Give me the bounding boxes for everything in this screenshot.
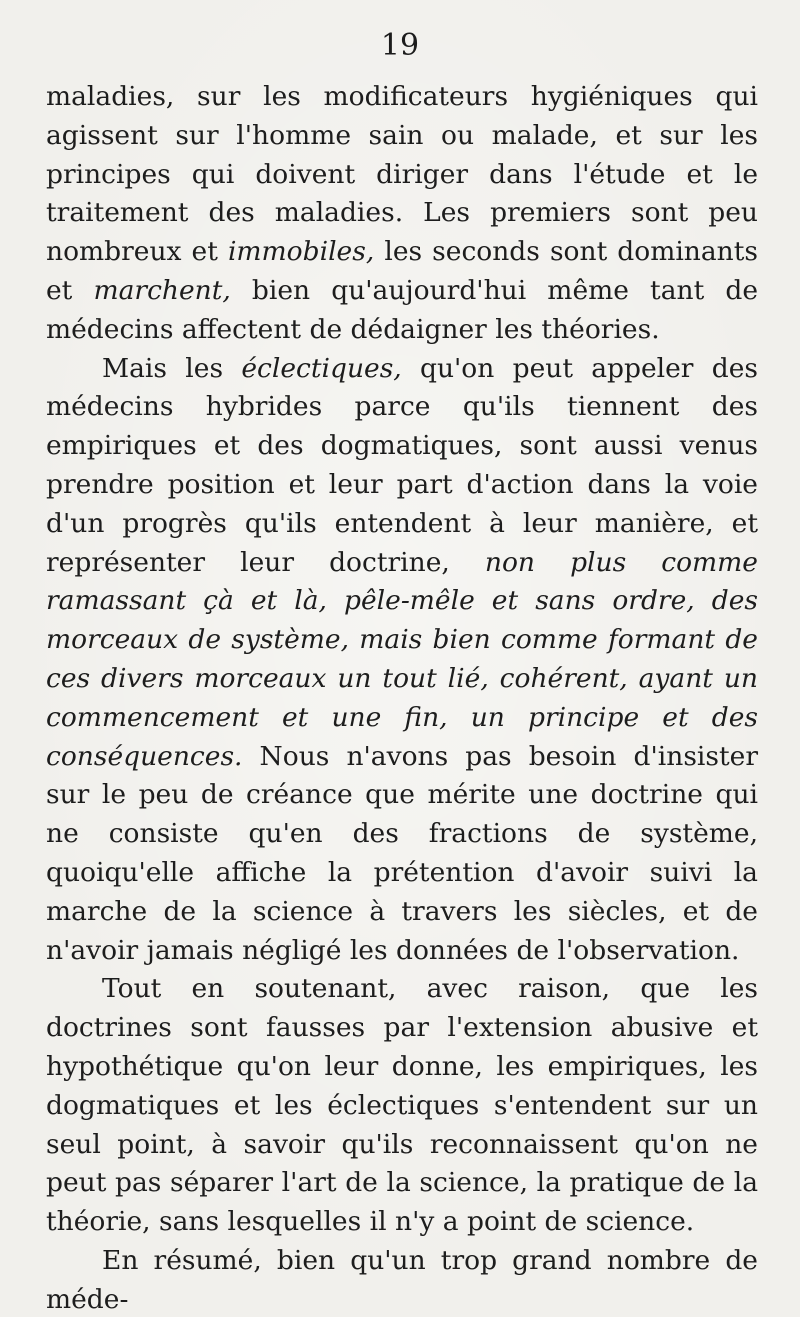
paragraph-2 [46, 350, 758, 971]
paragraph-3 [46, 970, 758, 1242]
page-number: 19 [380, 28, 420, 63]
paragraph-1 [46, 78, 758, 350]
text-segment: bien qu'aujourd'hui même tant de médecins affectent de dédaigner les théories. [46, 274, 758, 345]
text-segment: En résumé, bien qu'un trop grand nombre de méde- [46, 1244, 758, 1315]
text-segment: Nous n'avons pas besoin d'insister sur le peu de créance que mérite une doctrine qui ne consiste qu'en des fractions de système, quoiqu'elle affiche la prétention d'avoir suivi la marche de la science à travers les siècles, et de n'avoir jamais négligé les données de l'observation. [46, 740, 758, 966]
paragraph-4 [46, 1242, 758, 1317]
body-text [46, 78, 758, 1317]
text-segment: maladies, sur les modificateurs hygiéniques qui agissent sur l'homme sain ou malade, et sur les principes qui doivent diriger dans l'étude et le traitement des maladies. Les premiers sont peu nombreux et [46, 81, 758, 268]
text-segment: les seconds sont dominants et [46, 236, 758, 306]
italic-segment: marchent, [93, 274, 231, 306]
italic-segment: éclectiques, [241, 352, 402, 384]
text-segment: Tout en soutenant, avec raison, que les doctrines sont fausses par l'extension abusive et hypothétique qu'on leur donne, les empiriques, les dogmatiques et les éclectiques s'entendent sur un seul point, à savoir qu'ils reconnaissent qu'on ne peut pas séparer l'art de la science, la pratique de la théorie, sans lesquelles il n'y a point de science. [46, 973, 758, 1238]
italic-segment: non plus comme ramassant çà et là, pêle-mêle et sans ordre, des morceaux de système, mais bien comme formant de ces divers morceaux un tout lié, cohérent, ayant un commencement et une fin, un principe et des conséquences. [46, 546, 758, 772]
text-segment: qu'on peut appeler des médecins hybrides parce qu'ils tiennent des empiriques et des dogmatiques, sont aussi venus prendre position et leur part d'action dans la voie d'un progrès qu'ils entendent à leur manière, et représenter leur doctrine, [46, 352, 758, 578]
italic-segment: immobiles, [227, 236, 375, 268]
text-segment: Mais les [102, 352, 242, 384]
